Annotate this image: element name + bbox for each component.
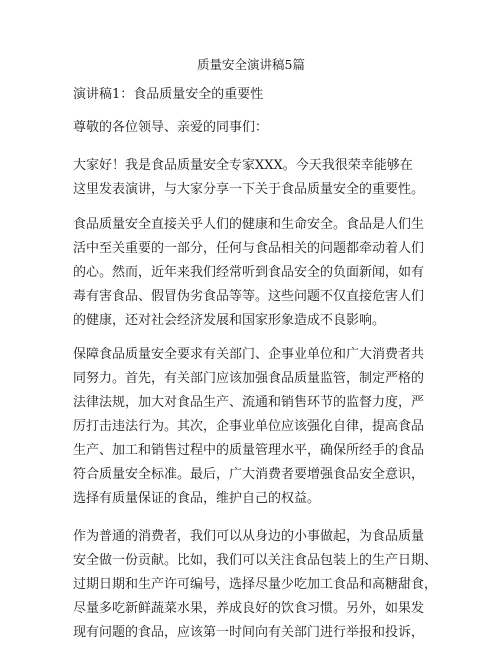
paragraph-line: 的心。然而，近年来我们经常听到食品安全的负面新闻，如有 [73, 265, 425, 280]
paragraph-importance [73, 213, 433, 333]
paragraph-line: 尽量多吃新鲜蔬菜水果，养成良好的饮食习惯。另外，如果发 [73, 601, 425, 616]
paragraph-line: 现有问题的食品，应该第一时间向有关部门进行举报和投诉， [73, 625, 425, 640]
paragraph-line: 法律法规，加大对食品生产、流通和销售环节的监督力度，严 [73, 395, 425, 410]
paragraph-line: 食品质量安全直接关乎人们的健康和生命安全。食品是人们生 [73, 217, 425, 232]
paragraph-line: 选择有质量保证的食品，维护自己的权益。 [73, 491, 321, 506]
paragraph-line: 的健康，还对社会经济发展和国家形象造成不良影响。 [73, 313, 386, 328]
paragraph-line: 作为普通的消费者，我们可以从身边的小事做起，为食品质量 [73, 529, 425, 544]
paragraph-line: 同努力。首先，有关部门应该加强食品质量监管，制定严格的 [73, 371, 425, 386]
paragraph-line: 毒有害食品、假冒伪劣食品等等。这些问题不仅直接危害人们 [73, 289, 425, 304]
paragraph-intro [73, 154, 433, 202]
paragraph-responsibilities [73, 343, 433, 511]
paragraph-line: 安全做一份贡献。比如，我们可以关注食品包装上的生产日期、 [73, 553, 438, 568]
paragraph-line: 活中至关重要的一部分，任何与食品相关的问题都牵动着人们 [73, 241, 425, 256]
speech-subtitle: 演讲稿1：食品质量安全的重要性 [73, 87, 264, 102]
paragraph-consumers [73, 525, 438, 645]
paragraph-line: 大家好！我是食品质量安全专家XXX。今天我很荣幸能够在 [73, 158, 413, 173]
paragraph-line: 这里发表演讲，与大家分享一下关于食品质量安全的重要性。 [73, 182, 425, 197]
document-title: 质量安全演讲稿5篇 [197, 57, 305, 72]
paragraph-line: 过期日期和生产许可编号，选择尽量少吃加工食品和高糖甜食， [73, 577, 438, 592]
paragraph-line: 符合质量安全标准。最后，广大消费者要增强食品安全意识， [73, 467, 425, 482]
paragraph-line: 保障食品质量安全要求有关部门、企事业单位和广大消费者共 [73, 347, 425, 362]
greeting-line: 尊敬的各位领导、亲爱的同事们： [73, 120, 269, 135]
paragraph-line: 生产、加工和销售过程中的质量管理水平，确保所经手的食品 [73, 443, 425, 458]
paragraph-line: 厉打击违法行为。其次，企事业单位应该强化自律，提高食品 [73, 419, 425, 434]
